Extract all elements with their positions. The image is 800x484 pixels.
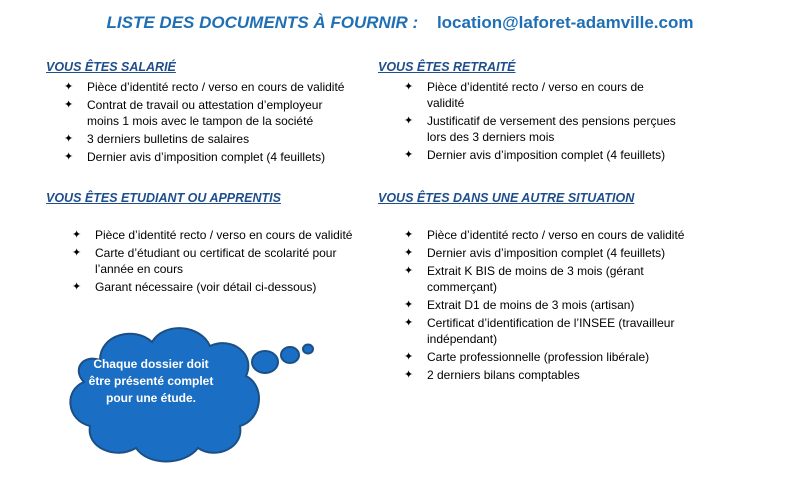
list-item: ✦ Garant nécessaire (voir détail ci-dessous) (72, 280, 317, 294)
section-autre (378, 190, 708, 385)
list-item: ✦ Contrat de travail ou attestation d’employeur moins 1 mois avec le tampon de la société (64, 98, 323, 128)
list-item: ✦ Carte d’étudiant ou certificat de scolarité pour l’année en cours (72, 246, 337, 276)
four-pointed-star-icon: ✦ (72, 281, 82, 293)
list-item: ✦ Certificat d’identification de l’INSEE (travailleur indépendant) (404, 316, 675, 346)
document-list (62, 79, 351, 165)
section-heading: VOUS ÊTES SALARIÉ (46, 60, 176, 74)
list-item: ✦ 3 derniers bulletins de salaires (64, 132, 250, 146)
section-heading: VOUS ÊTES DANS UNE AUTRE SITUATION (378, 191, 635, 205)
list-item: ✦ Extrait D1 de moins de 3 mois (artisan) (404, 298, 635, 312)
contact-email: location@laforet-adamville.com (436, 13, 694, 32)
four-pointed-star-icon: ✦ (64, 99, 74, 111)
section-heading: VOUS ÊTES ETUDIANT OU APPRENTIS (46, 191, 281, 205)
four-pointed-star-icon: ✦ (404, 81, 414, 93)
title-text: LISTE DES DOCUMENTS À FOURNIR : (106, 13, 419, 32)
list-item: ✦ Pièce d’identité recto / verso en cours de validité (64, 80, 345, 94)
page-title (0, 12, 800, 34)
four-pointed-star-icon: ✦ (64, 151, 74, 163)
document-list (70, 227, 376, 295)
section-salarie (46, 59, 351, 167)
list-item: ✦ Carte professionnelle (profession libérale) (404, 350, 650, 364)
callout-text: Chaque dossier doit être présenté complet pour une étude. (88, 357, 214, 405)
list-item: ✦ Pièce d’identité recto / verso en cours de validité (72, 228, 353, 242)
list-item: ✦ Pièce d’identité recto / verso en cours de validité (404, 228, 685, 242)
four-pointed-star-icon: ✦ (64, 81, 74, 93)
four-pointed-star-icon: ✦ (404, 369, 414, 381)
four-pointed-star-icon: ✦ (404, 247, 414, 259)
document-list (402, 227, 708, 383)
section-heading: VOUS ÊTES RETRAITÉ (378, 60, 516, 74)
list-item: ✦ Extrait K BIS de moins de 3 mois (gérant commerçant) (404, 264, 644, 294)
thought-cloud-callout (60, 320, 330, 470)
list-item: ✦ Dernier avis d’imposition complet (4 feuillets) (404, 246, 666, 260)
list-item: ✦ 2 derniers bilans comptables (404, 368, 580, 382)
four-pointed-star-icon: ✦ (64, 133, 74, 145)
list-item: ✦ Dernier avis d’imposition complet (4 feuillets) (404, 148, 666, 162)
section-retraite (378, 59, 678, 165)
four-pointed-star-icon: ✦ (404, 265, 414, 277)
section-etudiant (46, 190, 376, 297)
four-pointed-star-icon: ✦ (404, 115, 414, 127)
list-item: ✦ Pièce d’identité recto / verso en cours de validité (404, 80, 644, 110)
four-pointed-star-icon: ✦ (404, 299, 414, 311)
four-pointed-star-icon: ✦ (404, 317, 414, 329)
four-pointed-star-icon: ✦ (72, 247, 82, 259)
four-pointed-star-icon: ✦ (404, 149, 414, 161)
list-item: ✦ Justificatif de versement des pensions perçues lors des 3 derniers mois (404, 114, 676, 144)
document-list (402, 79, 678, 163)
list-item: ✦ Dernier avis d’imposition complet (4 feuillets) (64, 150, 326, 164)
four-pointed-star-icon: ✦ (72, 229, 82, 241)
four-pointed-star-icon: ✦ (404, 351, 414, 363)
four-pointed-star-icon: ✦ (404, 229, 414, 241)
